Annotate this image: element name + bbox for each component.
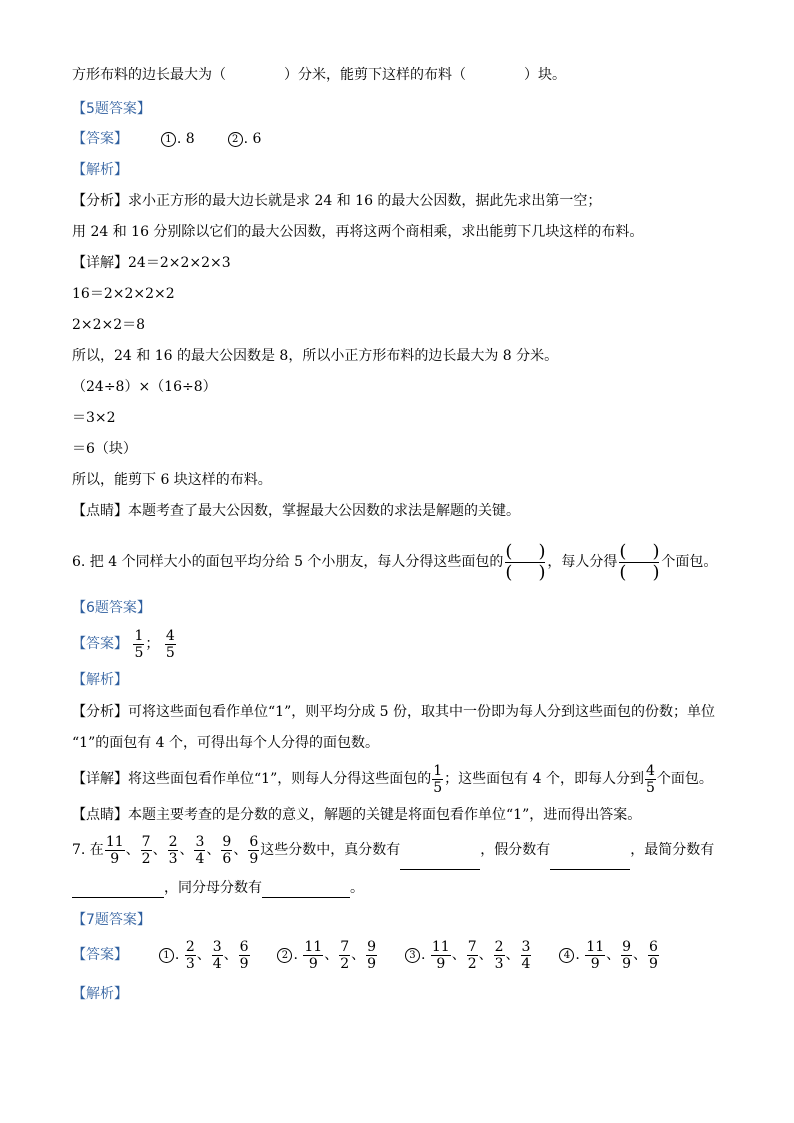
denominator: 9 bbox=[590, 955, 600, 972]
separator: 、 bbox=[505, 947, 520, 963]
fraction bbox=[168, 834, 179, 867]
text: ）分米，能剪下这样的布料（ bbox=[284, 67, 466, 83]
q5-fenxi: 【分析】求小正方形的最大边长就是求 24 和 16 的最大公因数，据此先求出第一空； bbox=[72, 193, 602, 209]
fraction bbox=[165, 628, 176, 661]
fraction bbox=[133, 628, 144, 661]
paren: ) bbox=[652, 561, 660, 583]
fraction bbox=[494, 939, 505, 972]
text: 6. 把 4 个同样大小的面包平均分给 5 个小朋友，每人分得这些面包的 bbox=[72, 554, 504, 570]
separator: 、 bbox=[478, 947, 493, 963]
denominator: 9 bbox=[622, 955, 632, 972]
fraction bbox=[585, 939, 605, 972]
denominator: 4 bbox=[521, 955, 531, 972]
denominator: 9 bbox=[367, 955, 377, 972]
q5-fenxi-2: 用 24 和 16 分别除以它们的最大公因数，再将这两个商相乘，求出能剪下几块这样的布料。 bbox=[72, 224, 644, 240]
denominator: 5 bbox=[433, 779, 443, 796]
denominator: 5 bbox=[165, 644, 175, 661]
circled-number: 1 bbox=[159, 948, 174, 963]
denominator: 9 bbox=[436, 955, 446, 972]
answer-fractions bbox=[584, 938, 660, 972]
separator: 、 bbox=[206, 842, 221, 858]
q5-analysis-label: 【解析】 bbox=[72, 162, 128, 178]
q5-line: 所以，24 和 16 的最大公因数是 8，所以小正方形布料的边长最大为 8 分米。 bbox=[72, 348, 559, 364]
denominator: 2 bbox=[340, 955, 350, 972]
text: 这些分数中，真分数有 bbox=[260, 842, 401, 858]
q5-line: （24÷8）×（16÷8） bbox=[72, 379, 217, 395]
numerator: 9 bbox=[622, 938, 632, 955]
text: 7. 在 bbox=[72, 842, 104, 858]
numerator: 11 bbox=[105, 833, 124, 850]
q5-line: 所以，能剪下 6 块这样的布料。 bbox=[72, 472, 272, 488]
numerator: 7 bbox=[340, 938, 350, 955]
answer-blank[interactable] bbox=[72, 883, 164, 898]
q6-answer-header: 【6题答案】 bbox=[72, 600, 151, 616]
answer-blank[interactable] bbox=[400, 855, 480, 870]
text: ，同分母分数有 bbox=[164, 880, 262, 896]
q6-question bbox=[72, 538, 717, 586]
numerator: 6 bbox=[249, 833, 259, 850]
fraction bbox=[432, 763, 443, 796]
numerator: 1 bbox=[134, 627, 144, 644]
denominator: 5 bbox=[645, 779, 655, 796]
text: 【详解】将这些面包看作单位“1”，则每人分得这些面包的 bbox=[72, 771, 432, 787]
fraction bbox=[248, 834, 259, 867]
fraction bbox=[105, 834, 125, 867]
q6-analysis-label: 【解析】 bbox=[72, 672, 128, 688]
paren: ( bbox=[505, 561, 513, 583]
numerator: 7 bbox=[141, 833, 151, 850]
text: ，最简分数有 bbox=[630, 842, 715, 858]
numerator: 3 bbox=[212, 938, 222, 955]
fraction bbox=[366, 939, 377, 972]
separator: 、 bbox=[606, 947, 621, 963]
q6-fenxi-2: “1”的面包有 4 个，可得出每个人分得的面包数。 bbox=[72, 735, 380, 751]
separator: 、 bbox=[125, 842, 140, 858]
text: ）块。 bbox=[524, 67, 566, 83]
answer-blank[interactable] bbox=[262, 883, 350, 898]
numerator: 3 bbox=[521, 938, 531, 955]
numerator: 6 bbox=[239, 938, 249, 955]
denominator: 9 bbox=[649, 955, 658, 972]
q5-line: ＝3×2 bbox=[72, 410, 116, 426]
separator: ； bbox=[145, 636, 160, 652]
q7-question-line-1 bbox=[72, 830, 714, 870]
answer-value: . 6 bbox=[243, 131, 262, 147]
numerator: 11 bbox=[431, 938, 450, 955]
paren: ( bbox=[619, 561, 627, 583]
numerator: 2 bbox=[185, 938, 195, 955]
paren: ) bbox=[538, 540, 546, 562]
separator: 、 bbox=[451, 947, 466, 963]
numerator: 4 bbox=[645, 762, 655, 779]
fraction bbox=[431, 939, 451, 972]
paren: ( bbox=[619, 540, 627, 562]
numerator: 11 bbox=[304, 938, 323, 955]
text: ，假分数有 bbox=[480, 842, 551, 858]
separator: 、 bbox=[633, 947, 648, 963]
q5-answer-header: 【5题答案】 bbox=[72, 101, 151, 117]
denominator: 9 bbox=[110, 850, 120, 867]
separator: 、 bbox=[179, 842, 194, 858]
answer-label: 【答案】 bbox=[72, 947, 128, 963]
numerator: 2 bbox=[168, 833, 178, 850]
fraction bbox=[185, 939, 196, 972]
answer-label: 【答案】 bbox=[72, 131, 128, 147]
numerator: 3 bbox=[195, 833, 205, 850]
numerator: 11 bbox=[586, 938, 605, 955]
fraction bbox=[645, 763, 656, 796]
answer-value: . 8 bbox=[176, 131, 195, 147]
q7-question-line-2 bbox=[72, 878, 364, 898]
blank-fraction bbox=[619, 542, 659, 583]
separator: 、 bbox=[223, 947, 238, 963]
q5-xiangjie: 【详解】24＝2×2×2×3 bbox=[72, 255, 231, 271]
prev-question-line bbox=[72, 65, 566, 85]
denominator: 6 bbox=[222, 850, 232, 867]
numerator: 7 bbox=[467, 938, 477, 955]
fraction bbox=[194, 834, 205, 867]
denominator: 3 bbox=[168, 850, 178, 867]
separator: 、 bbox=[351, 947, 366, 963]
q6-fenxi: 【分析】可将这些面包看作单位“1”，则平均分成 5 份，取其中一份即为每人分到这些面包的份数；单位 bbox=[72, 704, 716, 720]
q5-dianjing: 【点睛】本题考查了最大公因数，掌握最大公因数的求法是解题的关键。 bbox=[72, 503, 520, 519]
q6-xiangjie bbox=[72, 759, 713, 799]
circled-number: 2 bbox=[228, 132, 243, 147]
answer-fractions bbox=[430, 938, 533, 972]
fraction bbox=[221, 834, 232, 867]
fraction bbox=[303, 939, 323, 972]
answer-blank[interactable] bbox=[550, 855, 630, 870]
numerator: 9 bbox=[222, 833, 232, 850]
fraction bbox=[212, 939, 223, 972]
separator: 、 bbox=[324, 947, 339, 963]
q5-answer-line bbox=[72, 129, 261, 149]
fraction bbox=[467, 939, 478, 972]
q5-line: ＝6（块） bbox=[72, 441, 137, 457]
fraction bbox=[621, 939, 632, 972]
circled-number: 4 bbox=[559, 948, 574, 963]
numerator: 9 bbox=[367, 938, 377, 955]
denominator: 2 bbox=[141, 850, 151, 867]
q7-analysis-label: 【解析】 bbox=[72, 986, 128, 1002]
denominator: 9 bbox=[249, 850, 259, 867]
q7-answer-header: 【7题答案】 bbox=[72, 912, 151, 928]
fraction bbox=[521, 939, 532, 972]
numerator: 6 bbox=[649, 938, 658, 955]
fraction bbox=[239, 939, 250, 972]
q7-answer-line: 【答案】 1 . $\frac{2}{3}$ 、 $\frac{3}{4}$ 、 $\frac{6}{9}$ 2 . $\frac{11}{9}$ 、 $\frac{7}{2}$ 、 $\frac{9}{9}$ 3 . $\frac{11}{9}$ 、 $\frac{7}{2}$ 、 $\frac{2}{3}$ 、 $\frac{3}{4}$ 4 . $\frac{11}{9}$ 、 $\frac{9}{9}$ 、 $\frac{6}{9}$ bbox=[72, 938, 658, 972]
text: 个面包。 bbox=[661, 554, 718, 570]
denominator: 9 bbox=[239, 955, 249, 972]
fraction bbox=[141, 834, 152, 867]
q6-dianjing: 【点睛】本题主要考查的是分数的意义，解题的关键是将面包看作单位“1”，进而得出答案。 bbox=[72, 807, 642, 823]
answer-label: 【答案】 bbox=[72, 636, 128, 652]
text: 个面包。 bbox=[656, 771, 713, 787]
fraction-list bbox=[104, 833, 260, 867]
q6-answer-line bbox=[72, 624, 177, 664]
fraction bbox=[648, 939, 659, 972]
text: ，每人分得 bbox=[547, 554, 618, 570]
text: 方形布料的边长最大为（ bbox=[72, 67, 226, 83]
answer-fractions bbox=[302, 938, 378, 972]
denominator: 2 bbox=[467, 955, 477, 972]
denominator: 3 bbox=[185, 955, 195, 972]
circled-number: 1 bbox=[161, 132, 176, 147]
answer-fractions bbox=[184, 938, 251, 972]
circled-number: 3 bbox=[405, 948, 420, 963]
denominator: 4 bbox=[212, 955, 222, 972]
paren: ) bbox=[538, 561, 546, 583]
circled-number: 2 bbox=[277, 948, 292, 963]
numerator: 4 bbox=[165, 627, 175, 644]
denominator: 9 bbox=[308, 955, 318, 972]
denominator: 4 bbox=[195, 850, 205, 867]
separator: 、 bbox=[233, 842, 248, 858]
q5-line: 16＝2×2×2×2 bbox=[72, 286, 175, 302]
paren: ( bbox=[505, 540, 513, 562]
text: ；这些面包有 4 个，即每人分到 bbox=[444, 771, 644, 787]
denominator: 5 bbox=[134, 644, 144, 661]
numerator: 1 bbox=[433, 762, 443, 779]
fraction bbox=[339, 939, 350, 972]
separator: 、 bbox=[152, 842, 167, 858]
separator: 、 bbox=[196, 947, 211, 963]
q5-line: 2×2×2＝8 bbox=[72, 317, 146, 333]
denominator: 3 bbox=[494, 955, 504, 972]
blank-fraction bbox=[505, 542, 545, 583]
paren: ) bbox=[652, 540, 660, 562]
text: 。 bbox=[350, 880, 364, 896]
numerator: 2 bbox=[494, 938, 504, 955]
